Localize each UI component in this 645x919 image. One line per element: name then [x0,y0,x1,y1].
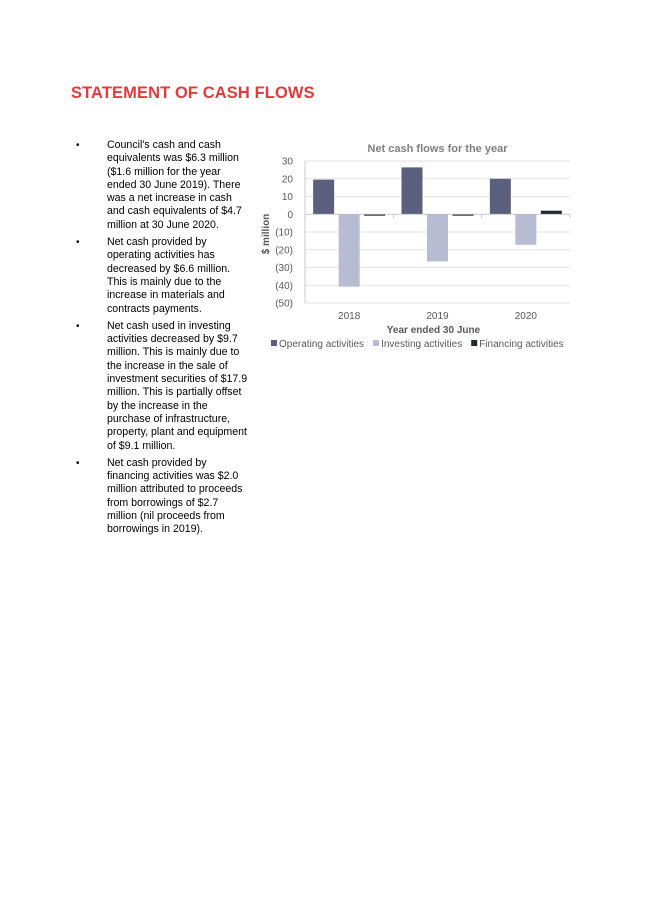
x-axis-label: Year ended 30 June [386,325,481,336]
bar [490,179,511,215]
chart-title: Net cash flows for the year [367,143,508,155]
bullet-glyph: • [76,237,80,249]
legend-label: Operating activities [279,339,365,350]
x-tick-label: 2020 [514,311,537,322]
y-tick-label: (10) [275,227,293,239]
summary-bullet-list [71,139,251,541]
legend-label: Financing activities [479,339,564,350]
legend-swatch [271,340,277,346]
y-tick-label: (50) [275,298,293,310]
legend-label: Investing activities [381,339,463,350]
bullet-text: Net cash provided by operating activities has decreased by $6.6 million. This is mainly due to the increase in materials and contracts payments. [107,236,231,315]
bullet-glyph: • [76,320,80,332]
bar [402,167,423,214]
bullet-glyph: • [76,457,80,469]
bar [339,214,360,286]
y-tick-label: (40) [275,280,293,292]
x-tick-label: 2019 [426,311,449,322]
legend-swatch [471,340,477,346]
y-axis-label: $ million [261,213,272,255]
bullet-text: Net cash provided by financing activities was $2.0 million attributed to proceeds from borrowings of $2.7 million (nil proceeds from borrowings in 2019). [107,456,243,536]
y-tick-label: (20) [275,245,293,257]
bullet-item [71,139,251,232]
net-cash-flows-chart [255,135,575,360]
y-tick-label: 30 [281,156,293,168]
bullet-item [71,236,251,316]
legend-swatch [373,340,379,346]
bullet-item [71,320,251,453]
bullet-glyph: • [76,140,80,151]
bullet-item [71,457,251,537]
bar [541,211,562,215]
bar [313,180,334,215]
page-title: STATEMENT OF CASH FLOWS [71,84,315,102]
y-tick-label: (30) [275,263,293,274]
bar [427,214,448,261]
bullet-text: Net cash used in investing activities decreased by $9.7 million. This is mainly due to the increase in the sale of investment securities of $17.9 million. This is partially offset by the increase in the purchase of infrastructure, property, plant and equipment of $9.1 million. [107,319,248,452]
bullet-text: Council's cash and cash equivalents was $6.3 million ($1.6 million for the year ended 30 June 2019). There was a net increase in cash and cash equivalents of $4.7 million at 30 June 2020. [107,139,242,231]
y-tick-label: 10 [281,192,293,203]
y-tick-label: 0 [287,209,293,221]
bar [515,214,536,245]
x-tick-label: 2018 [338,311,361,322]
y-tick-label: 20 [281,174,293,186]
